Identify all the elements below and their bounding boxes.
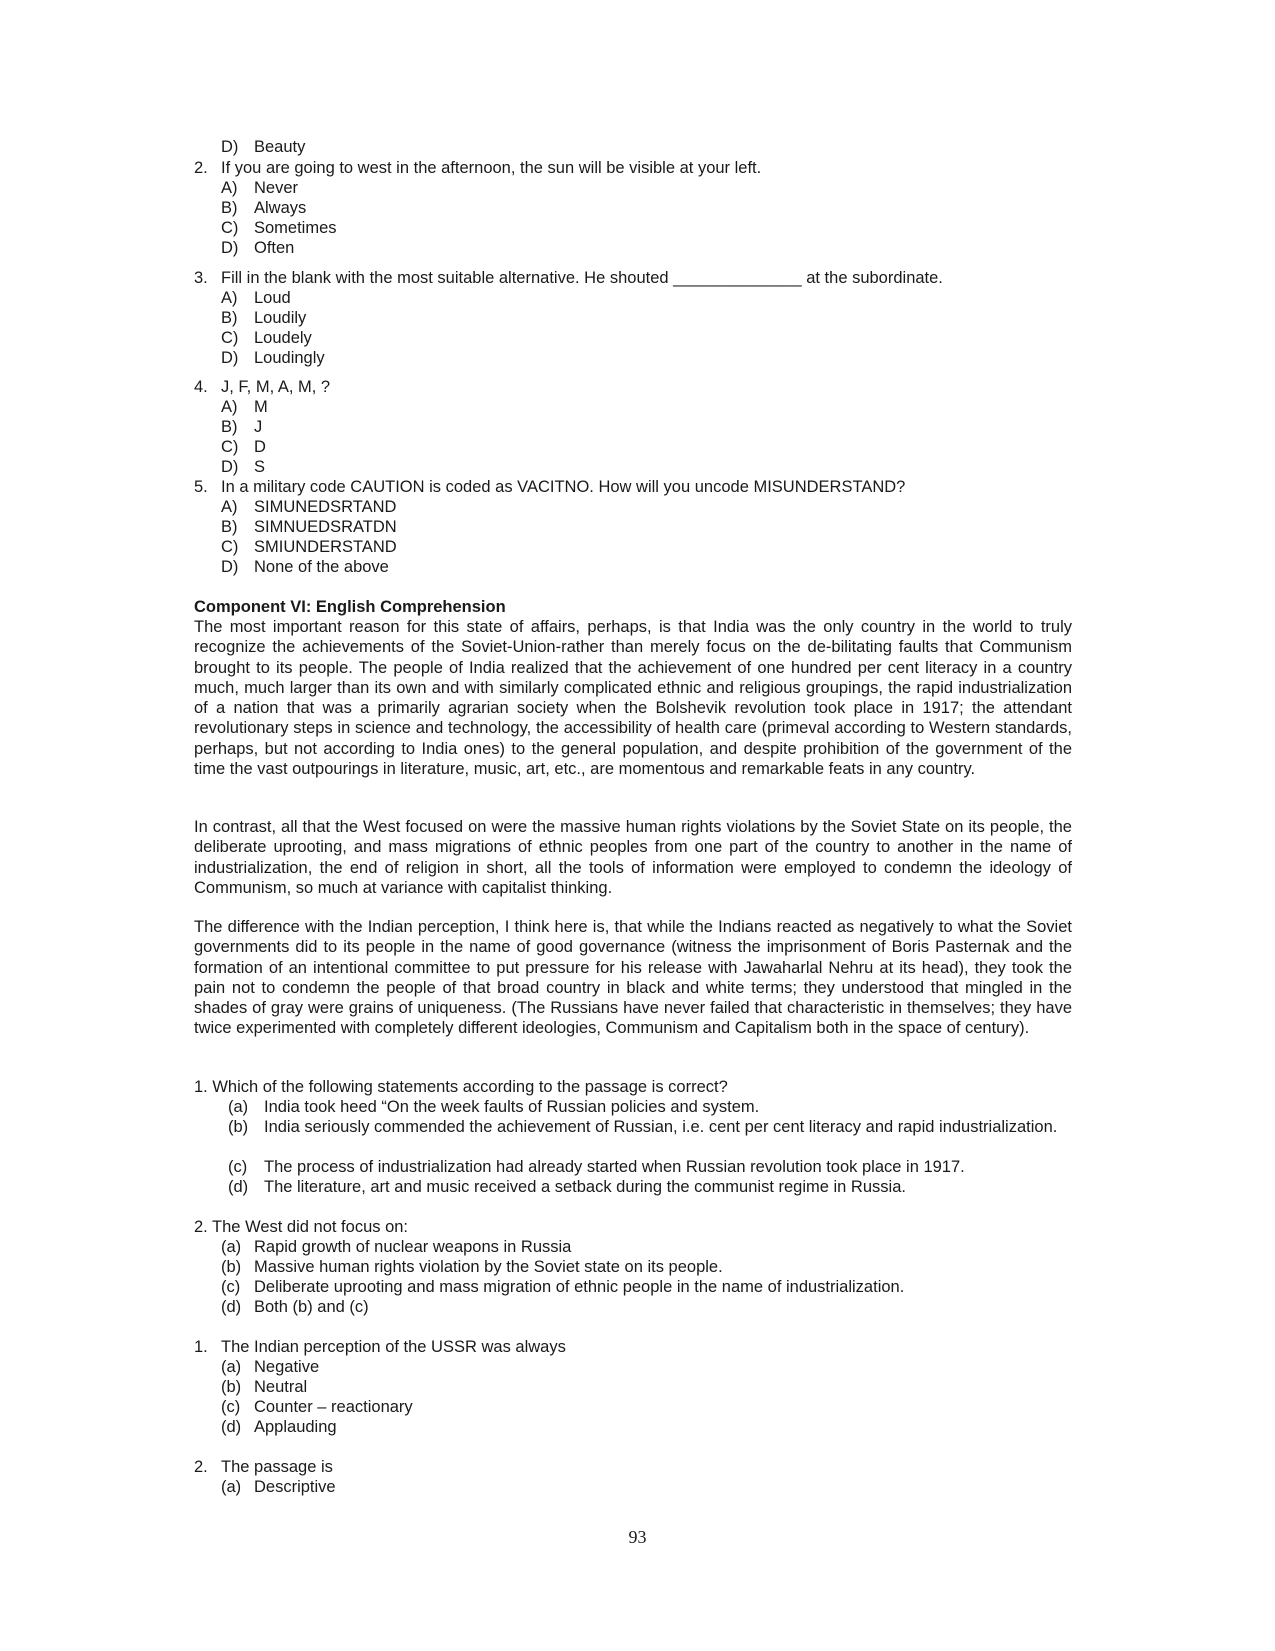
option-text: Loudely (254, 329, 312, 347)
option-marker: (b) (221, 1378, 242, 1396)
option-text: Counter – reactionary (254, 1398, 413, 1416)
question-text: The Indian perception of the USSR was always (221, 1338, 566, 1356)
question-text: If you are going to west in the afternoon, the sun will be visible at your left. (221, 159, 762, 177)
question-number: 2. (194, 1458, 208, 1476)
option-text: Neutral (254, 1378, 308, 1396)
option-text: Negative (254, 1358, 320, 1376)
option-text: Deliberate uprooting and mass migration of ethnic people in the name of industrialization. (254, 1278, 905, 1296)
option-text: India took heed “On the week faults of Russian policies and system. (264, 1098, 760, 1116)
option-text: Often (254, 239, 295, 257)
passage-paragraph: The most important reason for this state of affairs, perhaps, is that India was the only country in the world to truly recognize the achievements of the Soviet-Union-rather than merely focus on the de-bilitating faults that Communism brought to its people. The people of India realized that the achievement of one hundred per cent literacy in a country much, much larger than its own and with similarly complicated ethnic and religious groupings, the rapid industrialization of a nation that was a primarily agrarian society when the Bolshevik revolution took place in 1917; the attendant revolutionary steps in science and technology, the accessibility of health care (primeval according to Western standards, perhaps, but not according to India ones) to the general population, and despite prohibition of the government of the time the vast outpourings in literature, music, art, etc., are momentous and remarkable feats in any country. (194, 618, 1072, 779)
option-text: D (254, 438, 266, 456)
option-marker: (d) (221, 1418, 242, 1436)
option-marker: A) (221, 289, 238, 307)
option-marker: A) (221, 398, 238, 416)
option-text: Sometimes (254, 219, 337, 237)
option-text: None of the above (254, 558, 389, 576)
question-text: 2. The West did not focus on: (194, 1218, 409, 1236)
option-text: Massive human rights violation by the Soviet state on its people. (254, 1258, 723, 1276)
option-marker: C) (221, 219, 239, 237)
option-marker: (b) (228, 1118, 249, 1136)
option-text: SIMNUEDSRATDN (254, 518, 397, 536)
option-text: Loud (254, 289, 291, 307)
option-marker: (d) (221, 1298, 242, 1316)
option-marker: A) (221, 179, 238, 197)
option-marker: D) (221, 558, 239, 576)
option-marker: B) (221, 199, 238, 217)
option-marker: (c) (221, 1398, 241, 1416)
question-text: In a military code CAUTION is coded as VACITNO. How will you uncode MISUNDERSTAND? (221, 478, 906, 496)
question-text: 1. Which of the following statements according to the passage is correct? (194, 1078, 728, 1096)
option-text: Loudingly (254, 349, 325, 367)
option-marker: (b) (221, 1258, 242, 1276)
option-marker: (a) (228, 1098, 249, 1116)
option-text: Rapid growth of nuclear weapons in Russia (254, 1238, 572, 1256)
passage-paragraph: In contrast, all that the West focused on were the massive human rights violations by the Soviet State on its people, the deliberate uprooting, and mass migrations of ethnic peoples from one part of the country to another in the name of industrialization, the end of religion in short, all the tools of information were employed to condemn the ideology of Communism, so much at variance with capitalist thinking. (194, 818, 1072, 897)
option-text: India seriously commended the achievement of Russian, i.e. cent per cent literacy and rapid industrialization. (264, 1118, 1058, 1136)
question-text: The passage is (221, 1458, 333, 1476)
option-text: S (254, 458, 266, 476)
option-text: Loudily (254, 309, 307, 327)
question-text: J, F, M, A, M, ? (221, 378, 331, 396)
option-marker: (c) (221, 1278, 241, 1296)
option-text: SIMUNEDSRTAND (254, 498, 397, 516)
question-number: 3. (194, 269, 208, 287)
option-marker: (d) (228, 1178, 249, 1196)
option-text: J (254, 418, 263, 436)
page-number: 93 (628, 1527, 647, 1547)
option-marker: D) (221, 458, 239, 476)
option-marker: C) (221, 329, 239, 347)
option-marker: C) (221, 438, 239, 456)
option-text: Descriptive (254, 1478, 336, 1496)
option-text: The process of industrialization had already started when Russian revolution took place in 1917. (264, 1158, 965, 1176)
option-text: Applauding (254, 1418, 337, 1436)
question-number: 1. (194, 1338, 208, 1356)
question-number: 4. (194, 378, 208, 396)
option-marker: (c) (228, 1158, 248, 1176)
option-text: Both (b) and (c) (254, 1298, 369, 1316)
option-marker: D) (221, 239, 239, 257)
option-marker: A) (221, 498, 238, 516)
passage-paragraph: The difference with the Indian perception, I think here is, that while the Indians reacted as negatively to what the Soviet governments did to its people in the name of good governance (witness the imprisonment of Boris Pasternak and the formation of an intentional committee to put pressure for his release with Jawaharlal Nehru at its head), they took the pain not to condemn the people of that broad country in black and white terms; they understood that mingled in the shades of gray were grains of uniqueness. (The Russians have never failed that characteristic in themselves; they have twice experimented with completely different ideologies, Communism and Capitalism both in the space of century). (194, 918, 1072, 1038)
question-number: 2. (194, 159, 208, 177)
option-text: SMIUNDERSTAND (254, 538, 397, 556)
option-text: M (254, 398, 268, 416)
option-marker: (a) (221, 1478, 242, 1496)
option-marker: D) (221, 349, 239, 367)
question-text: Fill in the blank with the most suitable alternative. He shouted ______________ at the subordinate. (221, 269, 943, 287)
option-text: Always (254, 199, 307, 217)
option-marker: C) (221, 538, 239, 556)
section-heading: Component VI: English Comprehension (194, 598, 506, 616)
option-marker: B) (221, 518, 238, 536)
option-marker: B) (221, 418, 238, 436)
option-text: Beauty (254, 138, 306, 156)
option-marker: (a) (221, 1238, 242, 1256)
option-text: The literature, art and music received a setback during the communist regime in Russia. (264, 1178, 906, 1196)
option-text: Never (254, 179, 299, 197)
option-marker: (a) (221, 1358, 242, 1376)
option-marker: D) (221, 138, 239, 156)
question-number: 5. (194, 478, 208, 496)
option-marker: B) (221, 309, 238, 327)
